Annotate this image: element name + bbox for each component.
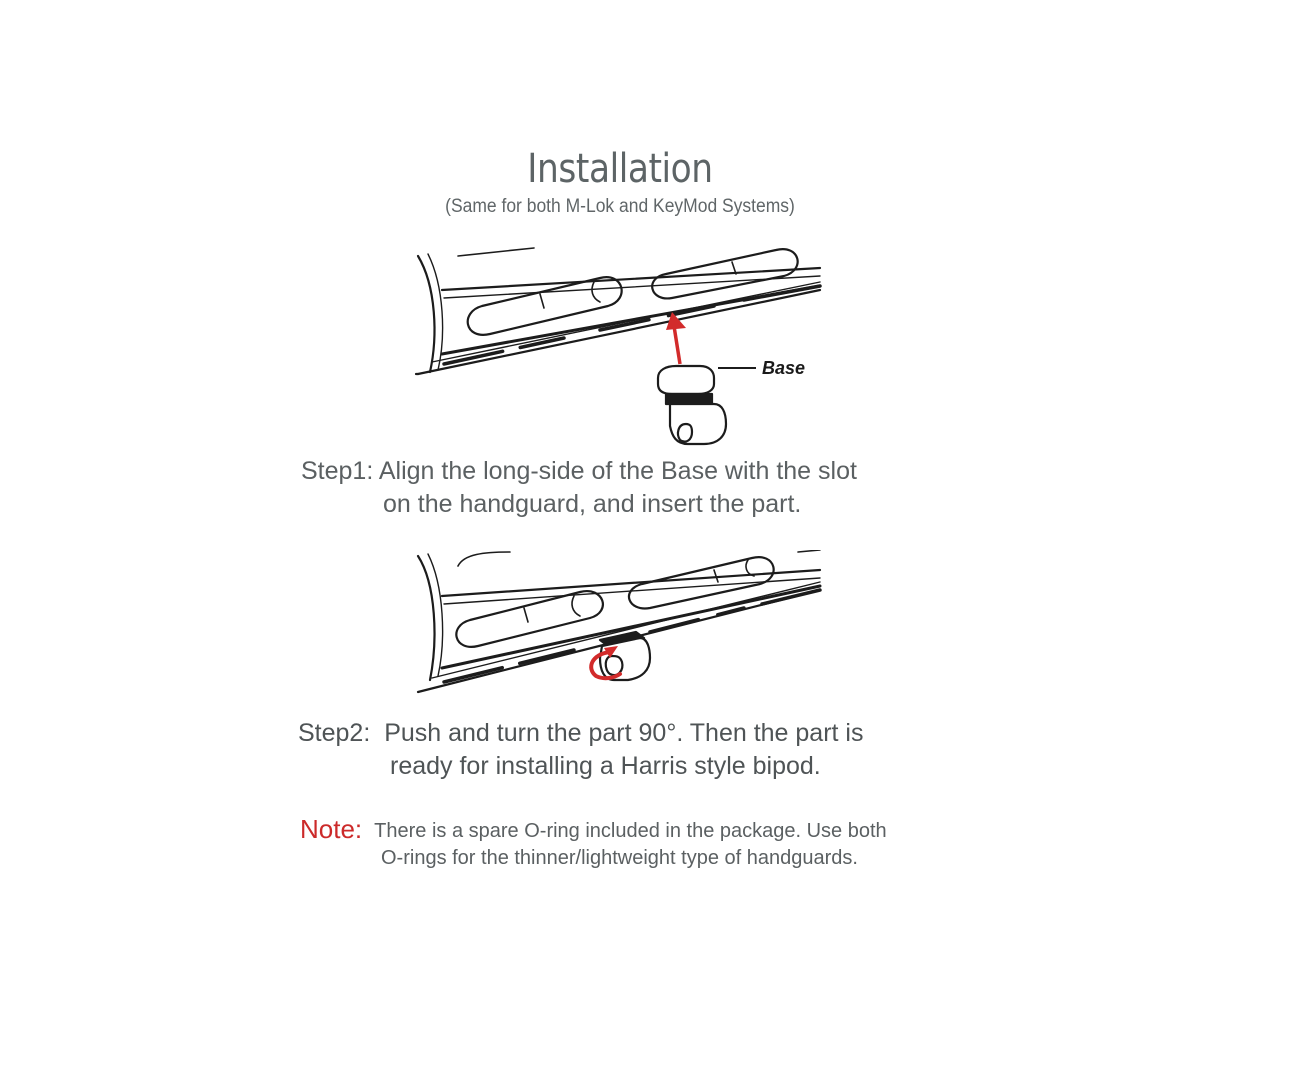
note-block [300,816,887,872]
figure-rotate-base [414,550,824,698]
step1-line1: Align the long-side of the Base with the slot [378,457,857,485]
step1-line2: on the handguard, and insert the part. [383,490,802,518]
figure-insert-base [414,246,824,450]
step2-label: Step2: [298,719,371,747]
base-label: Base [762,358,806,378]
step2-instructions [298,717,863,783]
note-line2: O-rings for the thinner/lightweight type of handguards. [381,847,858,869]
insert-arrow-icon [666,312,686,364]
step2-line2: ready for installing a Harris style bipod. [390,752,821,780]
page-subtitle: (Same for both M-Lok and KeyMod Systems) [445,196,795,217]
step1-label: Step1: [301,457,374,485]
page-title: Installation [527,146,713,192]
step1-instructions [301,455,857,521]
note-line1: There is a spare O-ring included in the package. Use both [374,820,887,842]
note-label: Note: [300,814,363,844]
step2-line1: Push and turn the part 90°. Then the part is [384,719,864,747]
